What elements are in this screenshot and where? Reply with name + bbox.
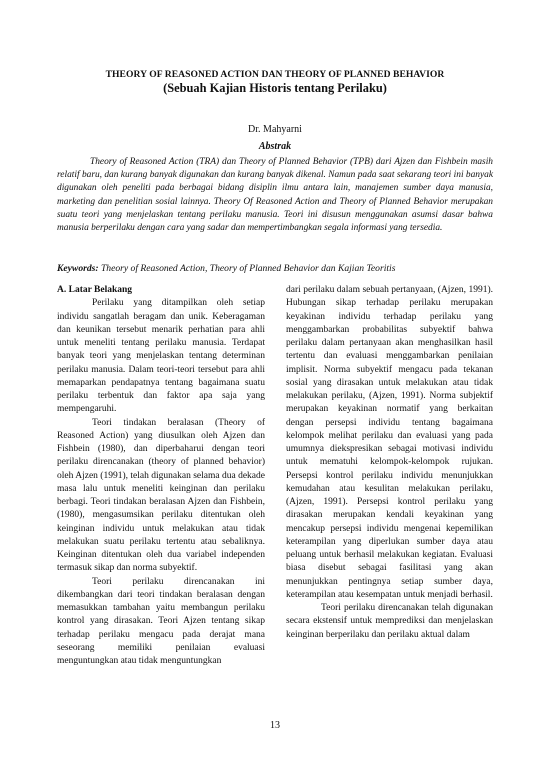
keywords-line [57, 263, 497, 274]
paragraph: Teori perilaku direncanakan ini dikembangkan dari teori tindakan beralasan dengan memasukkan tambahan yaitu membangun perilaku kontrol yang dirasakan. Teori Ajzen tentang sikap terhadap perilaku mengacu pada derajat mana seseorang memiliki penilaian evaluasi menguntungkan atau tidak menguntungkan [57, 576, 265, 666]
keywords-text: Theory of Reasoned Action, Theory of Planned Behavior dan Kajian Teoritis [98, 263, 396, 274]
abstract-text: Theory of Reasoned Action (TRA) dan Theory of Planned Behavior (TPB) dari Ajzen dan Fishbein masih relatif baru, dan kurang banyak digunakan dan kurang banyak dikenal. Namun pada saat sekarang teori ini banyak digunakan oleh peneliti pada berbagai bidang disiplin ilmu antara lain, manajemen sumber daya manusia, marketing dan penelitian sosial lainnya. Theory Of Reasoned Action and Theory of Planned Behavior merupakan suatu teori yang menjelaskan tentang perilaku manusia. Teori ini disusun menggunakan asumsi dasar bahwa manusia berperilaku dengan cara yang sadar dan mempertimbangkan segala informasi yang tersedia. [57, 157, 493, 234]
page-number: 13 [270, 720, 280, 731]
paragraph: Perilaku yang ditampilkan oleh setiap individu sangatlah beragam dan unik. Keberagaman dan keunikan tersebut menarik perhatian para ahli untuk meneliti tentang perilaku manusia. Terdapat banyak teori yang menjelaskan tentang determinan perilaku manusia. Dalam teori-teori tersebut para ahli memaparkan pendapatnya tentang bagaimana suatu perilaku terbentuk dan faktor apa saja yang mempengaruhi. [57, 298, 265, 415]
keywords-label: Keywords: [57, 263, 99, 274]
paper-subtitle: (Sebuah Kajian Historis tentang Perilaku) [163, 81, 387, 95]
paper-title: THEORY OF REASONED ACTION DAN THEORY OF PLANNED BEHAVIOR [105, 69, 445, 80]
abstract-heading: Abstrak [258, 141, 292, 152]
right-column [286, 284, 493, 642]
paragraph: Teori perilaku direncanakan telah digunakan secara ekstensif untuk memprediksi dan menjelaskan keinginan berperilaku dan perilaku aktual dalam [286, 603, 493, 640]
section-heading: A. Latar Belakang [57, 285, 133, 295]
paragraph: dari perilaku dalam sebuah pertanyaan, (Ajzen, 1991). Hubungan sikap terhadap perilaku merupakan keyakinan individu terhadap perilaku yang menggambarkan probabilitas subyektif bahwa perilaku dalam pertanyaan akan menghasilkan hasil tertentu dan evaluasi menggambarkan penilaian implisit. Norma subyektif mengacu pada tekanan sosial yang dirasakan untuk melakukan atau tidak melakukan perilaku, (Ajzen, 1991). Norma subjektif merupakan keyakinan normatif yang berkaitan dengan persepsi individu tentang bagaimana kelompok melihat perilaku dan evaluasi yang pada umumnya diekspresikan sebagai motivasi individu untuk mematuhi kelompok-kelompok rujukan. Persepsi kontrol perilaku individu menunjukkan kemudahan atau kesulitan melakukan perilaku, (Ajzen, 1991). Persepsi kontrol perilaku yang dirasakan merupakan kendali keyakinan yang mencakup persepsi individu mengenai kepemilikan keterampilan yang diperlukan sumber daya atau peluang untuk berhasil melakukan kegiatan. Evaluasi biasa disebut sebagai fasilitasi yang akan menunjukkan pentingnya setiap sumber daya, keterampilan atau kesempatan untuk menjadi berhasil. [286, 285, 493, 600]
abstract-block [57, 156, 493, 235]
author-name: Dr. Mahyarni [248, 124, 302, 135]
paragraph: Teori tindakan beralasan (Theory of Reasoned Action) yang diusulkan oleh Ajzen dan Fishbein (1980), dan diperbaharui dengan teori perilaku direncanakan (theory of planned behavior) oleh Ajzen (1991), telah digunakan selama dua dekade masa lalu untuk meneliti keinginan dan perilaku berbagi. Teori tindakan beralasan Ajzen dan Fishbein, (1980), mengasumsikan perilaku ditentukan oleh keinginan individu untuk melakukan atau tidak melakukan suatu perilaku tertentu atau sebaliknya. Keinginan ditentukan oleh dua variabel independen termasuk sikap dan norma subyektif. [57, 417, 265, 574]
left-column [57, 284, 265, 668]
